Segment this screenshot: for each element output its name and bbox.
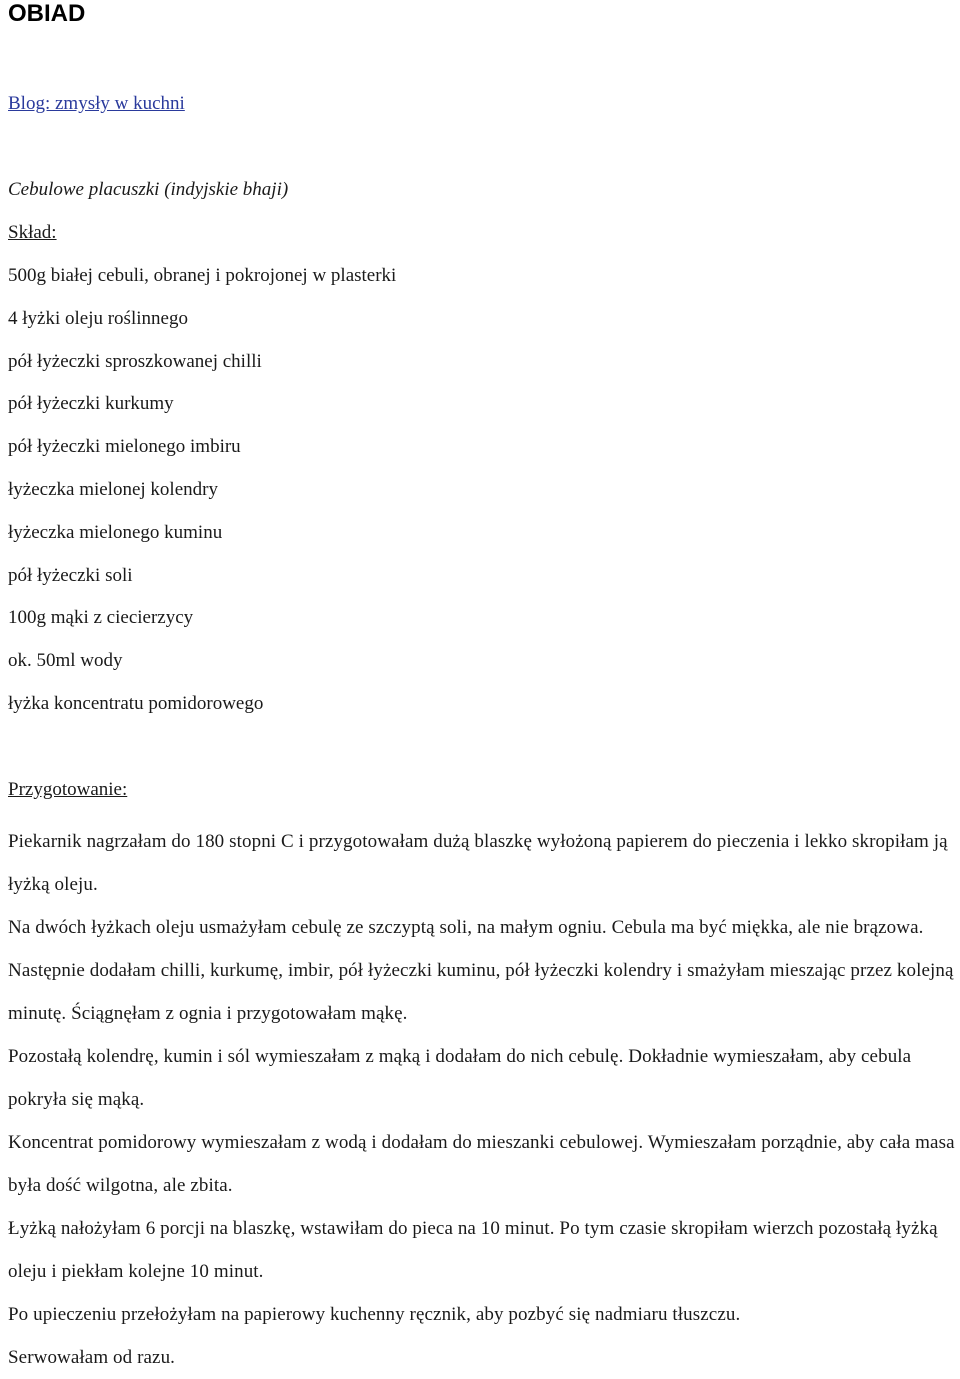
ingredient-item: pół łyżeczki mielonego imbiru (8, 436, 241, 458)
preparation-steps (8, 820, 960, 1379)
ingredient-item: 4 łyżki oleju roślinnego (8, 307, 188, 329)
ingredient-item: 100g mąki z ciecierzycy (8, 607, 194, 629)
ingredient-item: pół łyżeczki soli (8, 564, 133, 586)
preparation-step: Serwowałam od razu. (8, 1347, 176, 1368)
ingredient-item: łyżeczka mielonej kolendry (8, 478, 218, 500)
preparation-step: Łyżką nałożyłam 6 porcji na blaszkę, wstawiłam do pieca na 10 minut. Po tym czasie skropiłam wierzch pozostałą łyżką oleju i piekłam kolejne 10 minut. (8, 1218, 938, 1282)
ingredient-item: ok. 50ml wody (8, 650, 123, 672)
preparation-heading: Przygotowanie: (8, 779, 128, 800)
ingredient-item: pół łyżeczki kurkumy (8, 393, 174, 415)
ingredient-item: łyżka koncentratu pomidorowego (8, 692, 264, 714)
ingredients-list (8, 264, 396, 735)
ingredient-item: łyżeczka mielonego kuminu (8, 521, 223, 543)
preparation-step: Piekarnik nagrzałam do 180 stopni C i przygotowałam dużą blaszkę wyłożoną papierem do pieczenia i lekko skropiłam ją łyżką oleju. (8, 831, 948, 895)
preparation-step: Pozostałą kolendrę, kumin i sól wymieszałam z mąką i dodałam do nich cebulę. Dokładnie wymieszałam, aby cebula pokryła się mąką. (8, 1046, 912, 1110)
preparation-step: Koncentrat pomidorowy wymieszałam z wodą i dodałam do mieszanki cebulowej. Wymieszałam porządnie, aby cała masa była dość wilgotna, ale zbita. (8, 1132, 955, 1196)
preparation-step: Na dwóch łyżkach oleju usmażyłam cebulę ze szczyptą soli, na małym ogniu. Cebula ma być miękka, ale nie brązowa. Następnie dodałam chilli, kurkumę, imbir, pół łyżeczki kuminu, pół łyżeczki kolendry i smażyłam mieszając przez kolejną minutę. Ściągnęłam z ognia i przygotowałam mąkę. (8, 917, 954, 1024)
blog-link[interactable]: Blog: zmysły w kuchni (8, 93, 185, 114)
ingredient-item: pół łyżeczki sproszkowanej chilli (8, 350, 262, 372)
ingredients-heading: Skład: (8, 222, 57, 243)
recipe-title: Cebulowe placuszki (indyjskie bhaji) (8, 179, 289, 200)
page-title: OBIAD (8, 0, 86, 27)
ingredient-item: 500g białej cebuli, obranej i pokrojonej w plasterki (8, 265, 397, 286)
preparation-step: Po upieczeniu przełożyłam na papierowy kuchenny ręcznik, aby pozbyć się nadmiaru tłuszczu. (8, 1304, 741, 1325)
